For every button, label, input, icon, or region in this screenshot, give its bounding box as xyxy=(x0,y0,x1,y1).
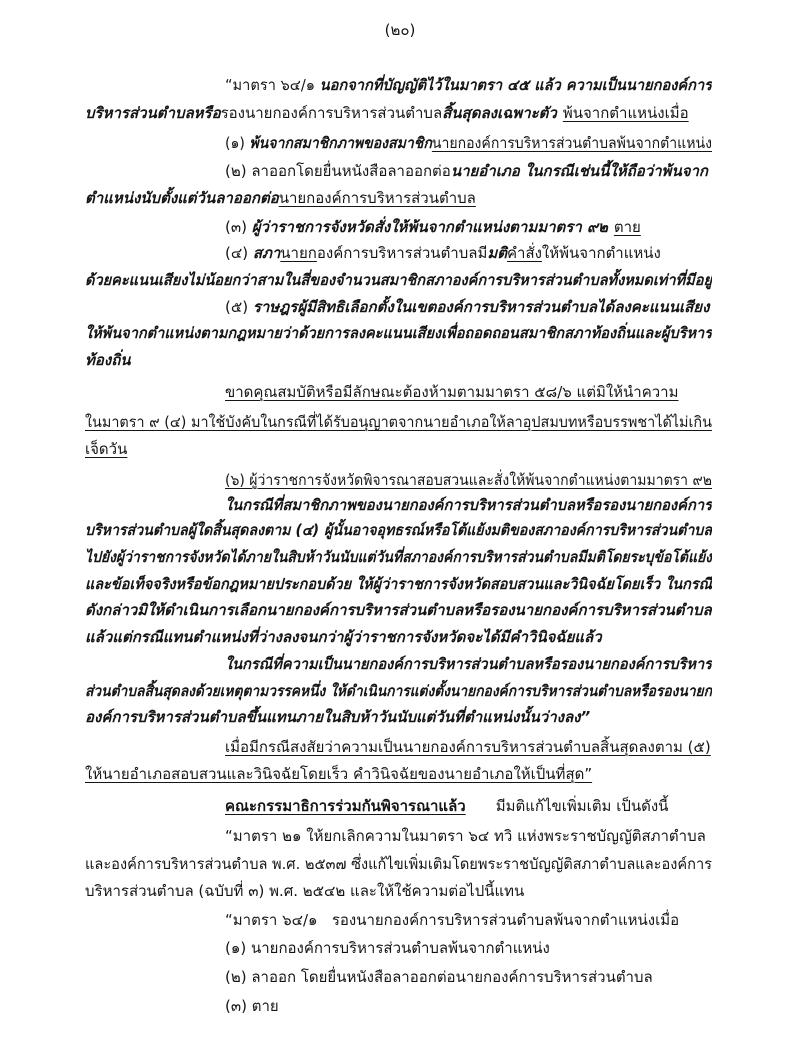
plain-text: มีมติแก้ไขเพิ่มเติม เป็นดังนี้ xyxy=(495,797,669,815)
line-content xyxy=(225,734,711,760)
inserted-text: เมื่อมีกรณีสงสัยว่าความเป็นนายกองค์การบริหารส่วนตำบลสิ้นสุดลงตาม (๕) xyxy=(225,738,711,756)
plain-text: (๒) ลาออก โดยยื่นหนังสือลาออกต่อนายกองค์การบริหารส่วนตำบล xyxy=(225,968,653,986)
text-line xyxy=(85,704,712,730)
inserted-text: (๖) ผู้ว่าราชการจังหวัดพิจารณาสอบสวนและสั่งให้พ้นจากตำแหน่งตามมาตรา ๙๒ xyxy=(225,471,712,489)
committee-heading: คณะกรรมาธิการร่วมกันพิจารณาแล้ว xyxy=(225,797,466,815)
inserted-text: พ้นจากตำแหน่งเมื่อ xyxy=(562,104,689,122)
text-line xyxy=(85,409,712,435)
inserted-text: นายกองค์การบริหารส่วนตำบลพ้นจากตำแหน่ง xyxy=(431,134,712,152)
text-line xyxy=(225,158,712,184)
text-line xyxy=(225,492,712,518)
item-number: (๓) xyxy=(225,218,252,236)
inserted-text: ในมาตรา ๙ (๔) มาใช้บังคับในกรณีที่ได้รับอนุญาตจากนายอำเภอให้ลาอุปสมบทหรือบรรพชาได้ไม่เกิน xyxy=(85,413,712,431)
plain-text: องค์การบริหารส่วนตำบลมี xyxy=(316,244,488,262)
deleted-text: มติ xyxy=(487,244,507,262)
text-line xyxy=(225,240,712,266)
line-content xyxy=(85,436,127,462)
plain-text: ให้พ้นจากตำแหน่ง xyxy=(541,244,661,262)
plain-text: (๒) ลาออกโดยยื่นหนังสือลาออกต่อ xyxy=(225,162,451,180)
text-line xyxy=(85,597,712,623)
text-line xyxy=(85,185,712,211)
text-line xyxy=(225,823,712,849)
deleted-text: ดังกล่าวมิให้ดำเนินการเลือกนายกองค์การบริหารส่วนตำบลหรือรองนายกองค์การบริหารส่วนตำบล xyxy=(85,601,712,619)
inserted-text: ให้นายอำเภอสอบสวนและวินิจฉัยโดยเร็ว คำวินิจฉัยของนายอำเภอให้เป็นที่สุด” xyxy=(85,765,593,783)
text-line xyxy=(85,320,712,346)
text-line xyxy=(225,793,712,819)
line-content xyxy=(85,544,712,570)
page-number: (๒๐) xyxy=(384,21,416,39)
deleted-text: ตำแหน่งนับตั้งแต่วันลาออกต่อ xyxy=(85,189,279,207)
line-content xyxy=(225,467,712,493)
text-line xyxy=(225,993,712,1019)
deleted-text: ในกรณีที่ความเป็นนายกองค์การบริหารส่วนตำบลหรือรองนายกองค์การบริหาร xyxy=(225,655,712,673)
inserted-text: ตาย xyxy=(613,218,641,236)
line-content xyxy=(85,678,712,704)
inserted-text: ขาดคุณสมบัติหรือมีลักษณะต้องห้ามตามมาตรา ๕๘/๖ แต่มิให้นำความ xyxy=(225,383,679,401)
line-content xyxy=(85,571,712,597)
line-content xyxy=(225,907,679,933)
text-line xyxy=(85,624,712,650)
plain-text: รองนายกองค์การบริหารส่วนตำบล xyxy=(220,104,443,122)
text-line xyxy=(225,467,712,493)
line-content xyxy=(225,935,550,961)
line-content xyxy=(85,347,131,373)
line-content xyxy=(85,185,476,211)
line-content xyxy=(85,517,712,543)
line-content xyxy=(225,492,712,518)
item-number: (๔) xyxy=(225,244,253,262)
item-number: (๑) xyxy=(225,134,250,152)
inserted-text: เจ็ดวัน xyxy=(85,440,128,458)
deleted-text: นายอำเภอ ในกรณีเช่นนี้ให้ถือว่าพ้นจาก xyxy=(450,162,708,180)
plain-text: “มาตรา ๖๔/๑ รองนายกองค์การบริหารส่วนตำบลพ้นจากตำแหน่งเมื่อ xyxy=(225,911,680,929)
deleted-text: ท้องถิ่น xyxy=(85,351,131,369)
inserted-text: คำสั่ง xyxy=(506,244,542,262)
line-content xyxy=(85,597,712,623)
text-line xyxy=(85,517,712,543)
text-line xyxy=(225,935,712,961)
plain-text: (๑) นายกองค์การบริหารส่วนตำบลพ้นจากตำแหน่ง xyxy=(225,939,550,957)
line-content xyxy=(225,130,712,156)
text-line xyxy=(225,907,712,933)
text-line xyxy=(225,651,712,677)
deleted-text: แล้วแต่กรณีแทนตำแหน่งที่ว่างลงจนกว่าผู้ว่าราชการจังหวัดจะได้มีคำวินิจฉัยแล้ว xyxy=(85,628,602,646)
deleted-text: และข้อเท็จจริงหรือข้อกฎหมายประกอบด้วย ให้ผู้ว่าราชการจังหวัดสอบสวนและวินิจฉัยโดยเร็ว ในกรณี xyxy=(85,575,712,593)
text-line xyxy=(225,734,712,760)
line-content xyxy=(225,651,712,677)
deleted-text: พ้นจากสมาชิกภาพของสมาชิก xyxy=(249,134,432,152)
line-content xyxy=(85,878,524,904)
plain-text: “มาตรา ๖๔/๑ xyxy=(225,76,320,94)
text-line xyxy=(225,130,712,156)
line-content xyxy=(225,793,668,819)
deleted-text: ด้วยคะแนนเสียงไม่น้อยกว่าสามในสี่ของจำนวนสมาชิกสภาองค์การบริหารส่วนตำบลทั้งหมดเท่าที่มีอยู่ xyxy=(85,271,712,289)
deleted-text: ราษฎรผู้มีสิทธิเลือกตั้งในเขตองค์การบริหารส่วนตำบลได้ลงคะแนนเสียง xyxy=(252,298,710,316)
text-line xyxy=(85,878,712,904)
deleted-text: ในกรณีที่สมาชิกภาพของนายกองค์การบริหารส่วนตำบลหรือรองนายกองค์การ xyxy=(225,496,712,514)
item-number: (๕) xyxy=(225,298,253,316)
text-line xyxy=(225,379,712,405)
text-line xyxy=(225,214,712,240)
deleted-text: บริหารส่วนตำบลผู้ใดสิ้นสุดลงตาม (๔) ผู้นั้นอาจอุทธรณ์หรือโต้แย้งมติของสภาองค์การบริหารส่วนตำบล xyxy=(85,521,712,539)
line-content xyxy=(225,964,653,990)
line-content xyxy=(85,100,689,126)
line-content xyxy=(225,158,708,184)
deleted-text: องค์การบริหารส่วนตำบลขึ้นแทนภายในสิบห้าวันนับแต่วันที่ตำแหน่งนั้นว่างลง” xyxy=(85,708,591,726)
text-line xyxy=(85,347,712,373)
text-line xyxy=(85,267,712,293)
text-line xyxy=(225,964,712,990)
text-line xyxy=(85,100,712,126)
line-content xyxy=(85,267,712,293)
deleted-text: ผู้ว่าราชการจังหวัดสั่งให้พ้นจากตำแหน่งตามมาตรา ๙๒ xyxy=(251,218,608,236)
line-content xyxy=(225,993,279,1019)
text-line xyxy=(85,571,712,597)
line-content xyxy=(85,851,712,877)
line-content xyxy=(225,294,709,320)
text-line xyxy=(85,544,712,570)
line-content xyxy=(225,379,679,405)
line-content xyxy=(85,624,602,650)
text-line xyxy=(225,294,712,320)
line-content xyxy=(85,409,712,435)
plain-text: บริหารส่วนตำบล (ฉบับที่ ๓) พ.ศ. ๒๕๔๒ และให้ใช้ความต่อไปนี้แทน xyxy=(85,882,525,900)
deleted-text: บริหารส่วนตำบลหรือ xyxy=(85,104,221,122)
plain-text: “มาตรา ๒๑ ให้ยกเลิกความในมาตรา ๖๔ ทวิ แห่งพระราชบัญญัติสภาตำบล xyxy=(225,827,706,845)
deleted-text: ไปยังผู้ว่าราชการจังหวัดได้ภายในสิบห้าวันนับแต่วันที่สภาองค์การบริหารส่วนตำบลมีมติโดยระบุข้อโต้แย้ง xyxy=(85,548,712,566)
deleted-text: นอกจากที่บัญญัติไว้ในมาตรา ๔๕ แล้ว ความเป็นนายกองค์การ xyxy=(319,76,712,94)
deleted-text: ส่วนตำบลสิ้นสุดลงด้วยเหตุตามวรรคหนึ่ง ให้ดำเนินการแต่งตั้งนายกองค์การบริหารส่วนตำบลหรือรองนายก xyxy=(85,682,712,700)
text-line xyxy=(85,851,712,877)
line-content xyxy=(225,823,706,849)
line-content xyxy=(225,214,641,240)
text-line xyxy=(85,436,712,462)
line-content xyxy=(85,320,712,346)
text-line xyxy=(85,761,712,787)
line-content xyxy=(225,240,661,266)
plain-text: และองค์การบริหารส่วนตำบล พ.ศ. ๒๕๓๗ ซึ่งแก้ไขเพิ่มเติมโดยพระราชบัญญัติสภาตำบลและองค์การ xyxy=(85,855,712,873)
plain-text: (๓) ตาย xyxy=(225,997,279,1015)
inserted-text: นายกองค์การบริหารส่วนตำบล xyxy=(278,189,476,207)
line-content xyxy=(85,704,590,730)
line-content xyxy=(225,72,712,98)
inserted-text: นายก xyxy=(280,244,317,262)
deleted-text: สภา xyxy=(252,244,281,262)
text-line xyxy=(225,72,712,98)
deleted-text: สิ้นสุดลงเฉพาะตัว xyxy=(442,104,557,122)
line-content xyxy=(85,761,592,787)
text-line xyxy=(85,678,712,704)
deleted-text: ให้พ้นจากตำแหน่งตามกฎหมายว่าด้วยการลงคะแนนเสียงเพื่อถอดถอนสมาชิกสภาท้องถิ่นและผู้บริหาร xyxy=(85,324,712,342)
